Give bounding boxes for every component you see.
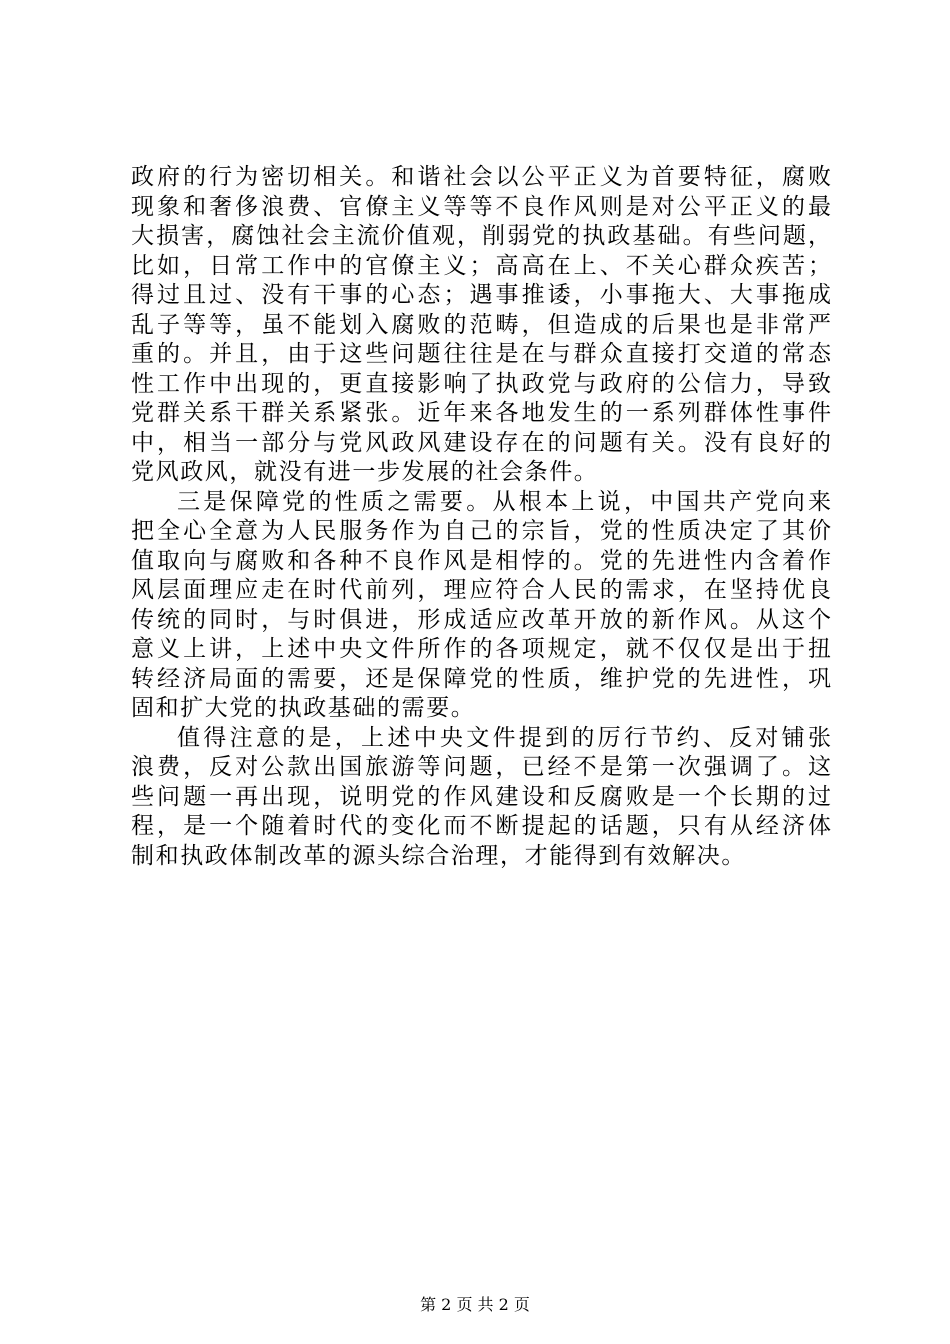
text-line: 制和执政体制改革的源头综合治理，才能得到有效解决。 <box>131 842 746 869</box>
text-line: 比如，日常工作中的官僚主义；高高在上、不关心群众疾苦； <box>131 252 831 279</box>
text-line: 性工作中出现的，更直接影响了执政党与政府的公信力，导致 <box>131 370 831 397</box>
page-footer: 第 2 页 共 2 页 <box>420 1295 530 1314</box>
text-line: 党风政风，就没有进一步发展的社会条件。 <box>131 459 599 485</box>
text-line: 值得注意的是，上述中央文件提到的厉行节约、反对铺张 <box>177 724 831 751</box>
document-body <box>131 163 831 871</box>
text-line: 意义上讲，上述中央文件所作的各项规定，就不仅仅是出于扭 <box>131 636 831 662</box>
text-line: 现象和奢侈浪费、官僚主义等等不良作风则是对公平正义的最 <box>131 193 831 220</box>
text-line: 些问题一再出现，说明党的作风建设和反腐败是一个长期的过 <box>131 783 831 810</box>
text-line: 重的。并且，由于这些问题往往是在与群众直接打交道的常态 <box>131 341 831 367</box>
text-line: 程，是一个随着时代的变化而不断提起的话题，只有从经济体 <box>131 813 831 839</box>
text-line: 大损害，腐蚀社会主流价值观，削弱党的执政基础。有些问题， <box>131 223 831 249</box>
text-line: 党群关系干群关系紧张。近年来各地发生的一系列群体性事件 <box>131 400 831 426</box>
text-line: 乱子等等，虽不能划入腐败的范畴，但造成的后果也是非常严 <box>131 311 831 338</box>
text-line: 政府的行为密切相关。和谐社会以公平正义为首要特征，腐败 <box>131 164 831 190</box>
text-line: 三是保障党的性质之需要。从根本上说，中国共产党向来 <box>177 488 831 515</box>
text-line: 转经济局面的需要，还是保障党的性质，维护党的先进性，巩 <box>131 665 831 692</box>
text-line: 中，相当一部分与党风政风建设存在的问题有关。没有良好的 <box>131 429 831 456</box>
text-line: 风层面理应走在时代前列，理应符合人民的需求，在坚持优良 <box>131 577 831 603</box>
text-line: 值取向与腐败和各种不良作风是相悖的。党的先进性内含着作 <box>131 547 831 574</box>
text-line: 把全心全意为人民服务作为自己的宗旨，党的性质决定了其价 <box>131 518 831 544</box>
text-line: 浪费，反对公款出国旅游等问题，已经不是第一次强调了。这 <box>131 754 831 780</box>
text-line: 传统的同时，与时俱进，形成适应改革开放的新作风。从这个 <box>131 606 831 633</box>
text-line: 固和扩大党的执政基础的需要。 <box>131 695 476 721</box>
text-line: 得过且过、没有干事的心态；遇事推诿，小事拖大、大事拖成 <box>131 282 831 308</box>
